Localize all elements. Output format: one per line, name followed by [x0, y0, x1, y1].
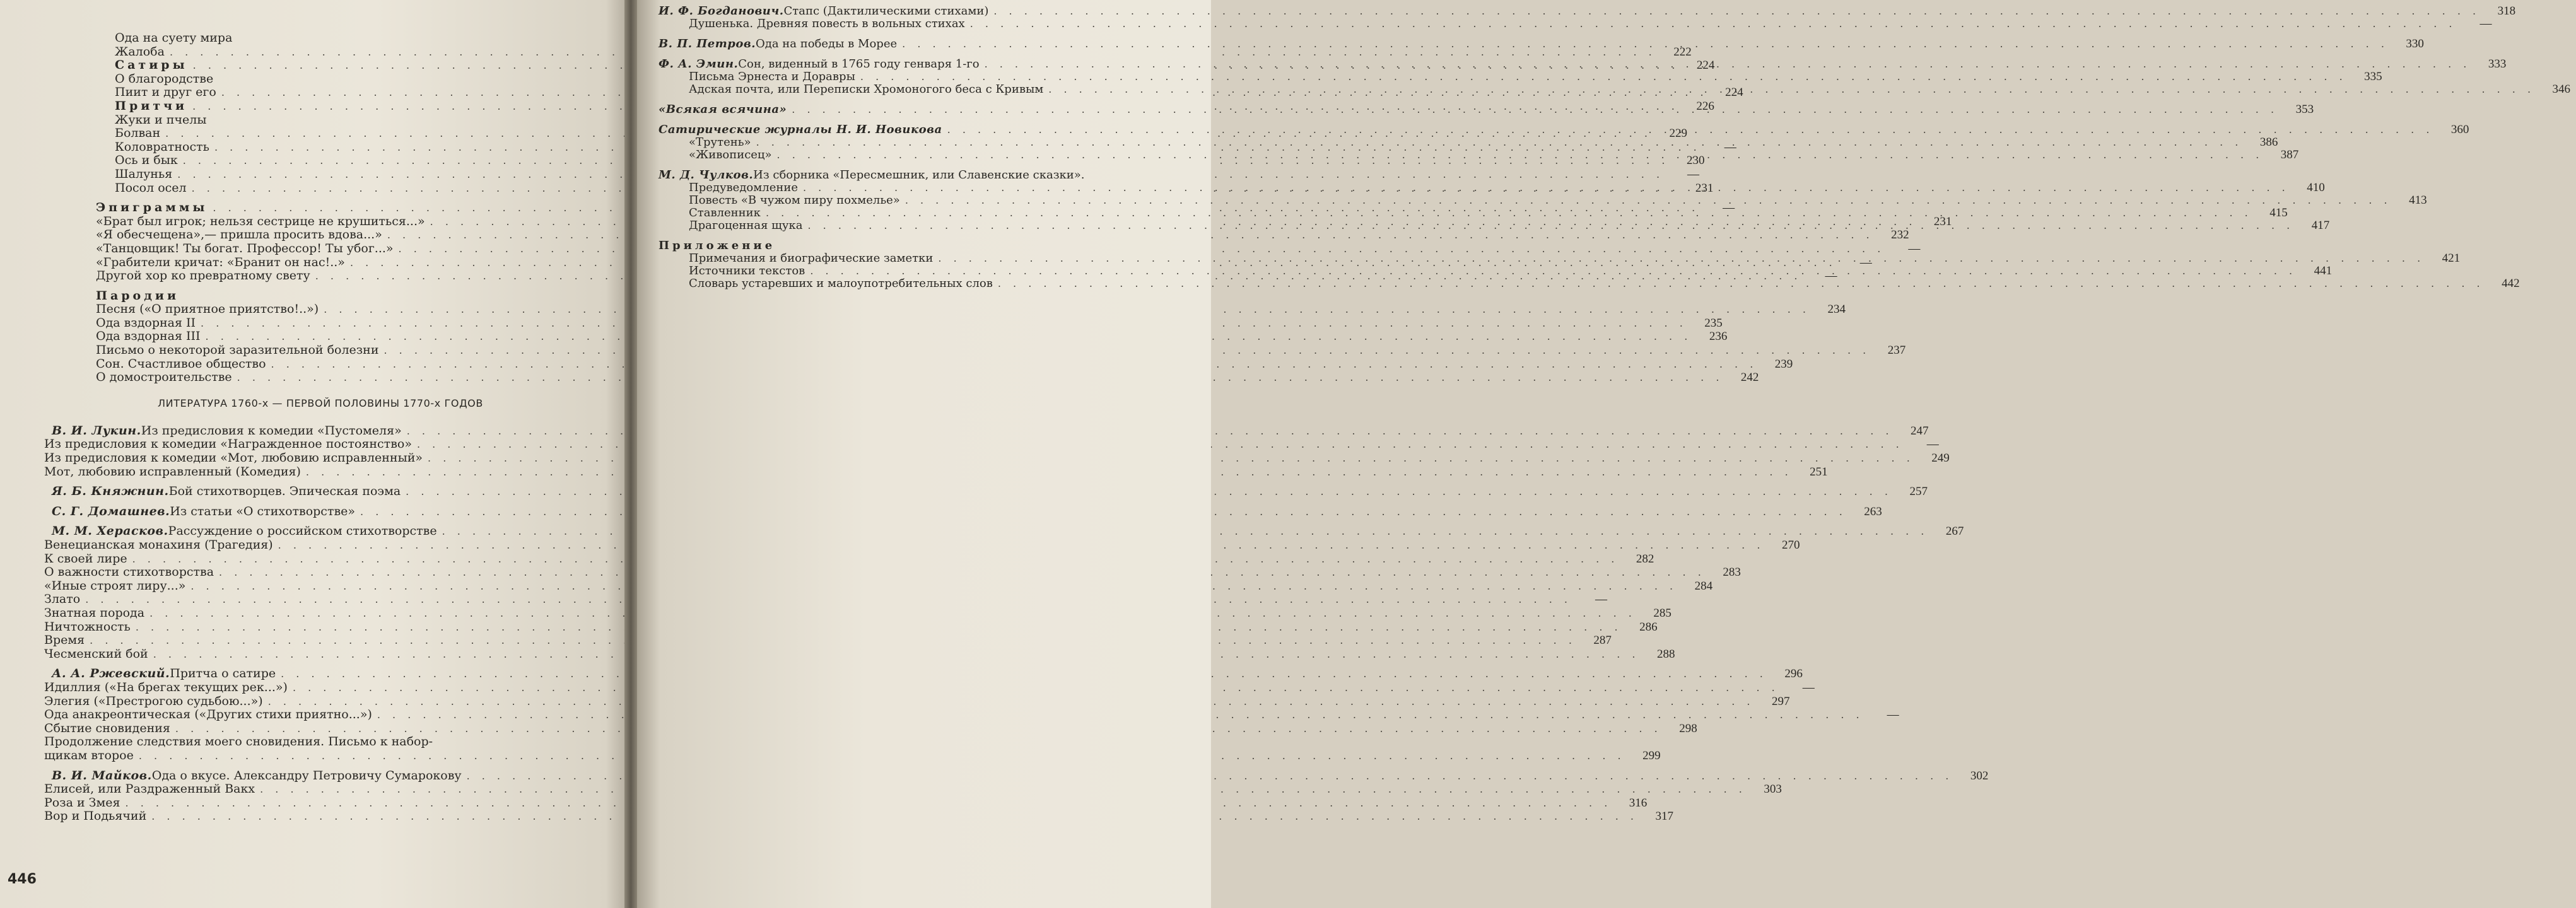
toc-entry	[14, 605, 1671, 620]
toc-entry	[659, 206, 2288, 219]
toc-entry	[14, 315, 1723, 330]
toc-title: Идиллия («На брегах текущих рек...»)	[44, 680, 288, 694]
toc-title: Ось и бык	[115, 153, 178, 168]
toc-group-parodies	[14, 288, 1906, 385]
toc-title: О благородстве	[115, 71, 214, 86]
toc-title: Ода на победы в Морее	[755, 37, 898, 50]
dot-leader	[766, 207, 2252, 219]
toc-author: «Всякая всячина»	[659, 103, 787, 116]
toc-page-number: 222	[1673, 45, 1692, 59]
toc-page-number: 387	[2280, 148, 2299, 161]
toc-entry	[659, 37, 2424, 50]
toc-title: «Иные строят лиру...»	[44, 578, 186, 593]
toc-entry	[14, 707, 1899, 722]
toc-page-number: 226	[1696, 99, 1714, 113]
toc-author-block	[659, 37, 2424, 50]
toc-entry	[14, 289, 589, 303]
toc-authors-left	[14, 423, 1989, 824]
toc-title: «Танцовщик! Ты богат. Профессор! Ты убог...»	[96, 241, 394, 255]
toc-title: Ставленник	[689, 206, 761, 219]
toc-author: И. Ф. Богданович.	[659, 4, 784, 18]
dot-leader	[808, 219, 2295, 232]
toc-page-number: 410	[2307, 181, 2325, 194]
dot-leader	[902, 38, 2389, 50]
dot-leader	[947, 124, 2434, 136]
toc-page-number: 247	[1910, 424, 1929, 438]
toc-title: «Живописец»	[689, 148, 772, 161]
toc-title: Ничтожность	[44, 619, 131, 634]
toc-entry	[14, 451, 1950, 465]
dot-leader	[993, 5, 2480, 18]
toc-entry	[14, 302, 1846, 317]
toc-page-number: 415	[2269, 206, 2288, 219]
toc-author: А. А. Ржевский.	[52, 666, 170, 681]
toc-page-number: 283	[1723, 566, 1741, 579]
toc-title: К своей лире	[44, 551, 127, 566]
toc-title: Ода анакреонтическая («Других стихи приятно...»)	[44, 707, 372, 722]
toc-entry	[14, 464, 1828, 479]
toc-page-number: 230	[1687, 154, 1705, 168]
toc-title: Шалунья	[115, 166, 173, 181]
toc-author-block	[659, 4, 2516, 30]
dot-leader	[803, 182, 2290, 194]
toc-title: Сбытие сновидения	[44, 721, 170, 735]
toc-title: Болван	[115, 126, 161, 141]
toc-entry	[14, 721, 1697, 736]
toc-appendix	[659, 239, 2520, 290]
toc-page-number: 442	[2502, 277, 2520, 290]
toc-title: Жалоба	[115, 44, 165, 59]
toc-page-number: 231	[1933, 214, 1952, 228]
toc-page-number: 346	[2552, 83, 2571, 96]
toc-author: Сатирические журналы Н. И. Новикова	[659, 123, 942, 136]
toc-page-number: 284	[1694, 579, 1713, 593]
toc-page-number: 231	[1695, 181, 1714, 195]
toc-title: «Трутень»	[689, 136, 751, 149]
toc-page-number: 229	[1669, 127, 1687, 141]
toc-page-number: 282	[1636, 552, 1654, 566]
toc-title: щикам второе	[44, 748, 134, 762]
toc-entry	[14, 423, 1929, 438]
toc-page-number: 242	[1740, 371, 1759, 385]
toc-title: Сон, виденный в 1765 году генваря 1-го	[738, 57, 980, 71]
toc-entry	[659, 4, 2516, 18]
toc-page-number: 333	[2488, 57, 2507, 71]
toc-heading: Пародии	[96, 288, 180, 303]
toc-heading: Эпиграммы	[96, 201, 208, 215]
toc-heading: Сатиры	[115, 58, 188, 73]
toc-entry	[14, 565, 1741, 579]
toc-title: Посол осел	[115, 180, 187, 195]
toc-page-number: 236	[1709, 330, 1728, 344]
toc-page-number: 285	[1653, 606, 1671, 620]
toc-page-number: —	[1724, 140, 1736, 154]
toc-page-number: 234	[1827, 303, 1846, 317]
toc-entry	[14, 329, 1728, 344]
toc-page-number: 249	[1931, 451, 1950, 465]
toc-author: В. И. Майков.	[52, 768, 152, 783]
toc-title: Из предисловия к комедии «Мот, любовию исправленный»	[44, 451, 423, 465]
dot-leader	[756, 136, 2243, 149]
toc-entry	[14, 768, 1989, 783]
toc-title: Элегия («Престрогою судьбою...»)	[44, 694, 263, 708]
toc-author-block	[14, 484, 1928, 499]
section-title: ЛИТЕРАТУРА 1760-х — ПЕРВОЙ ПОЛОВИНЫ 1770-х ГОДОВ	[158, 397, 483, 409]
toc-title: Продолжение следствия моего сновидения. Письмо к набор-	[44, 735, 433, 749]
dot-leader	[970, 18, 2457, 30]
toc-title: Жуки и пчелы	[115, 112, 207, 127]
toc-page-number: 330	[2406, 37, 2424, 50]
toc-author: М. Д. Чулков.	[659, 168, 754, 182]
toc-page-number: 224	[1725, 86, 1743, 100]
toc-page-number: —	[1859, 255, 1872, 269]
toc-title: Мот, любовию исправленный (Комедия)	[44, 464, 301, 479]
toc-page-number: 413	[2409, 194, 2427, 207]
toc-title: Коловратность	[115, 139, 209, 154]
toc-heading: Притчи	[115, 98, 188, 113]
dot-leader	[905, 194, 2392, 207]
toc-title: Источники текстов	[689, 264, 805, 277]
toc-page-number: 303	[1764, 783, 1782, 796]
toc-title: «Я обесчещена»,— пришла просить вдова...»	[96, 228, 382, 242]
dot-leader	[860, 71, 2347, 83]
toc-page-number: —	[2479, 17, 2492, 30]
toc-entry	[14, 32, 589, 45]
toc-entry	[14, 735, 589, 749]
toc-author-block	[14, 524, 1964, 661]
toc-page-number: 286	[1639, 620, 1658, 634]
toc-author: С. Г. Домашнев.	[52, 504, 170, 518]
toc-entry	[659, 277, 2520, 290]
toc-entry	[14, 694, 1790, 709]
toc-title: Из статьи «О стихотворстве»	[170, 504, 356, 518]
toc-title: Из сборника «Пересмешник, или Славенские сказки».	[753, 168, 1085, 182]
toc-title: «Грабители кричат: «Бранит он нас!..»	[96, 255, 345, 269]
toc-title: Душенька. Древняя повесть в вольных стихах	[689, 17, 965, 30]
toc-title: Ода на суету мира	[115, 31, 233, 45]
toc-page-number: 298	[1679, 721, 1697, 735]
toc-title: Знатная порода	[44, 605, 145, 620]
toc-entry	[14, 680, 1815, 695]
toc-page-number: 263	[1864, 504, 1882, 518]
toc-entry	[14, 666, 1803, 681]
toc-page-number: —	[1595, 593, 1607, 607]
toc-title: Вор и Подьячий	[44, 809, 147, 824]
toc-entry	[14, 748, 1661, 763]
toc-page-number: —	[1802, 680, 1815, 694]
toc-entry	[14, 370, 1759, 385]
toc-page-number: 302	[1970, 769, 1989, 783]
toc-page-number: —	[1908, 242, 1921, 255]
toc-page-number: 296	[1784, 667, 1803, 681]
toc-author: В. П. Петров.	[659, 37, 756, 50]
toc-author-block	[14, 666, 1899, 762]
toc-entry	[659, 264, 2333, 277]
toc-author-block	[14, 768, 1989, 824]
toc-page-number: 239	[1774, 357, 1793, 371]
toc-entry	[14, 809, 1673, 824]
toc-entry	[14, 114, 589, 127]
toc-title: Письма Эрнеста и Доравры	[689, 70, 855, 83]
toc-title: «Брат был игрок; нельзя сестрице не крушиться...»	[96, 214, 425, 228]
dot-leader	[792, 103, 2278, 116]
toc-page-number: 417	[2311, 219, 2330, 232]
toc-entry	[659, 17, 2492, 30]
toc-author: В. И. Лукин.	[52, 423, 141, 438]
toc-page-number: 441	[2314, 264, 2333, 277]
toc-page-number: 257	[1909, 485, 1928, 499]
dot-leader	[938, 252, 2425, 265]
toc-title: Словарь устаревших и малоупотребительных слов	[689, 277, 993, 290]
toc-entry	[14, 484, 1928, 499]
toc-title: Ода о вкусе. Александру Петровичу Сумарокову	[151, 768, 462, 783]
toc-page-number: 237	[1887, 344, 1906, 358]
toc-author: Ф. А. Эмин.	[659, 57, 739, 71]
toc-title: Повесть «В чужом пиру похмелье»	[689, 194, 900, 207]
toc-entry	[14, 356, 1793, 371]
toc-title: О домостроительстве	[96, 370, 232, 385]
toc-entry	[14, 646, 1675, 661]
toc-entry	[14, 578, 1713, 593]
dot-leader	[777, 149, 2264, 161]
appendix-heading	[659, 240, 1192, 252]
toc-page-number: 317	[1655, 810, 1673, 824]
dot-leader	[998, 277, 2485, 290]
toc-page-number: 421	[2442, 252, 2461, 265]
toc-title: Предуведомление	[689, 181, 798, 194]
toc-page-number: 360	[2450, 123, 2469, 136]
toc-author-block	[14, 504, 1882, 519]
toc-page-number: 353	[2295, 103, 2314, 116]
dot-leader	[810, 265, 2297, 277]
toc-title: Другой хор ко превратному свету	[96, 269, 310, 283]
toc-title: Примечания и биографические заметки	[689, 252, 934, 265]
page-number: 446	[8, 871, 37, 887]
toc-title: Драгоценная щука	[689, 219, 803, 232]
dot-leader	[1048, 83, 2535, 96]
toc-title: Время	[44, 633, 85, 648]
dot-leader	[985, 58, 2471, 71]
toc-title: Венецианская монахиня (Трагедия)	[44, 538, 273, 552]
toc-page-number: —	[1687, 167, 1700, 181]
book-gutter	[624, 0, 637, 908]
toc-title: Из предисловия к комедии «Пустомеля»	[141, 423, 402, 438]
toc-page-number: 297	[1771, 694, 1790, 708]
toc-page-number: 318	[2497, 4, 2516, 18]
toc-page-number: 251	[1810, 465, 1828, 479]
toc-entry	[14, 795, 1648, 810]
toc-title: Из предисловия к комедии «Награжденное постоянство»	[44, 437, 412, 451]
toc-entry	[659, 136, 2278, 149]
toc-entry	[14, 524, 1964, 538]
toc-entry	[14, 343, 1906, 358]
toc-page-number: 288	[1656, 647, 1675, 661]
toc-entry	[14, 73, 589, 86]
toc-entry	[14, 504, 1882, 519]
toc-page-number: 386	[2259, 136, 2278, 149]
toc-page-number: —	[1887, 708, 1899, 722]
toc-entry	[14, 228, 1909, 242]
toc-page-number: 270	[1781, 538, 1800, 552]
toc-page-number: 267	[1945, 525, 1964, 538]
toc-heading: Приложение	[659, 239, 776, 252]
toc-entry	[14, 551, 1654, 566]
toc-entry	[659, 169, 1192, 182]
toc-page-number: 235	[1704, 316, 1723, 330]
toc-title: Елисей, или Раздраженный Вакх	[44, 782, 255, 796]
toc-title: Роза и Змея	[44, 795, 120, 810]
toc-entry	[14, 619, 1658, 634]
toc-page-number: —	[1723, 201, 1735, 215]
toc-title: Ода вздорная III	[96, 329, 201, 344]
toc-entry	[14, 437, 1939, 451]
toc-title: Адская почта, или Переписки Хромоногого беса с Кривым	[689, 83, 1044, 96]
toc-page-number: 299	[1642, 748, 1661, 762]
toc-page-number: —	[1926, 438, 1939, 451]
toc-entry	[14, 538, 1800, 552]
toc-author: М. М. Херасков.	[52, 524, 168, 538]
toc-entry	[659, 252, 2461, 265]
toc-title: Пиит и друг его	[115, 85, 216, 100]
toc-page-number: 224	[1696, 59, 1715, 73]
toc-title: О важности стихотворства	[44, 565, 214, 579]
toc-author-block	[14, 423, 1950, 479]
toc-entry	[14, 782, 1782, 796]
toc-entry	[14, 44, 1692, 59]
toc-title: Ода вздорная II	[96, 315, 196, 330]
toc-page-number: 287	[1593, 634, 1612, 648]
toc-title: Стапс (Дактилическими стихами)	[783, 4, 989, 18]
toc-title: Чесменский бой	[44, 646, 148, 661]
toc-author: Я. Б. Княжнин.	[52, 484, 169, 499]
toc-entry	[659, 70, 2382, 83]
toc-title: Сон. Счастливое общество	[96, 356, 266, 371]
toc-page-number: 335	[2364, 70, 2382, 83]
toc-title: Бой стихотворцев. Эпическая поэма	[168, 484, 401, 499]
toc-page-number: —	[1825, 269, 1837, 283]
toc-title: Письмо о некоторой заразительной болезни	[96, 343, 379, 358]
toc-entry	[659, 194, 2427, 207]
toc-title: Рассуждение о российском стихотворстве	[168, 524, 437, 538]
toc-title: Притча о сатире	[170, 666, 276, 681]
toc-title: Злато	[44, 592, 81, 607]
toc-page-number: 232	[1891, 228, 1909, 242]
toc-title: Песня («О приятное приятство!..»)	[96, 302, 319, 317]
toc-entry	[14, 633, 1612, 648]
toc-entry	[14, 592, 1607, 607]
toc-page-number: 316	[1629, 796, 1648, 810]
